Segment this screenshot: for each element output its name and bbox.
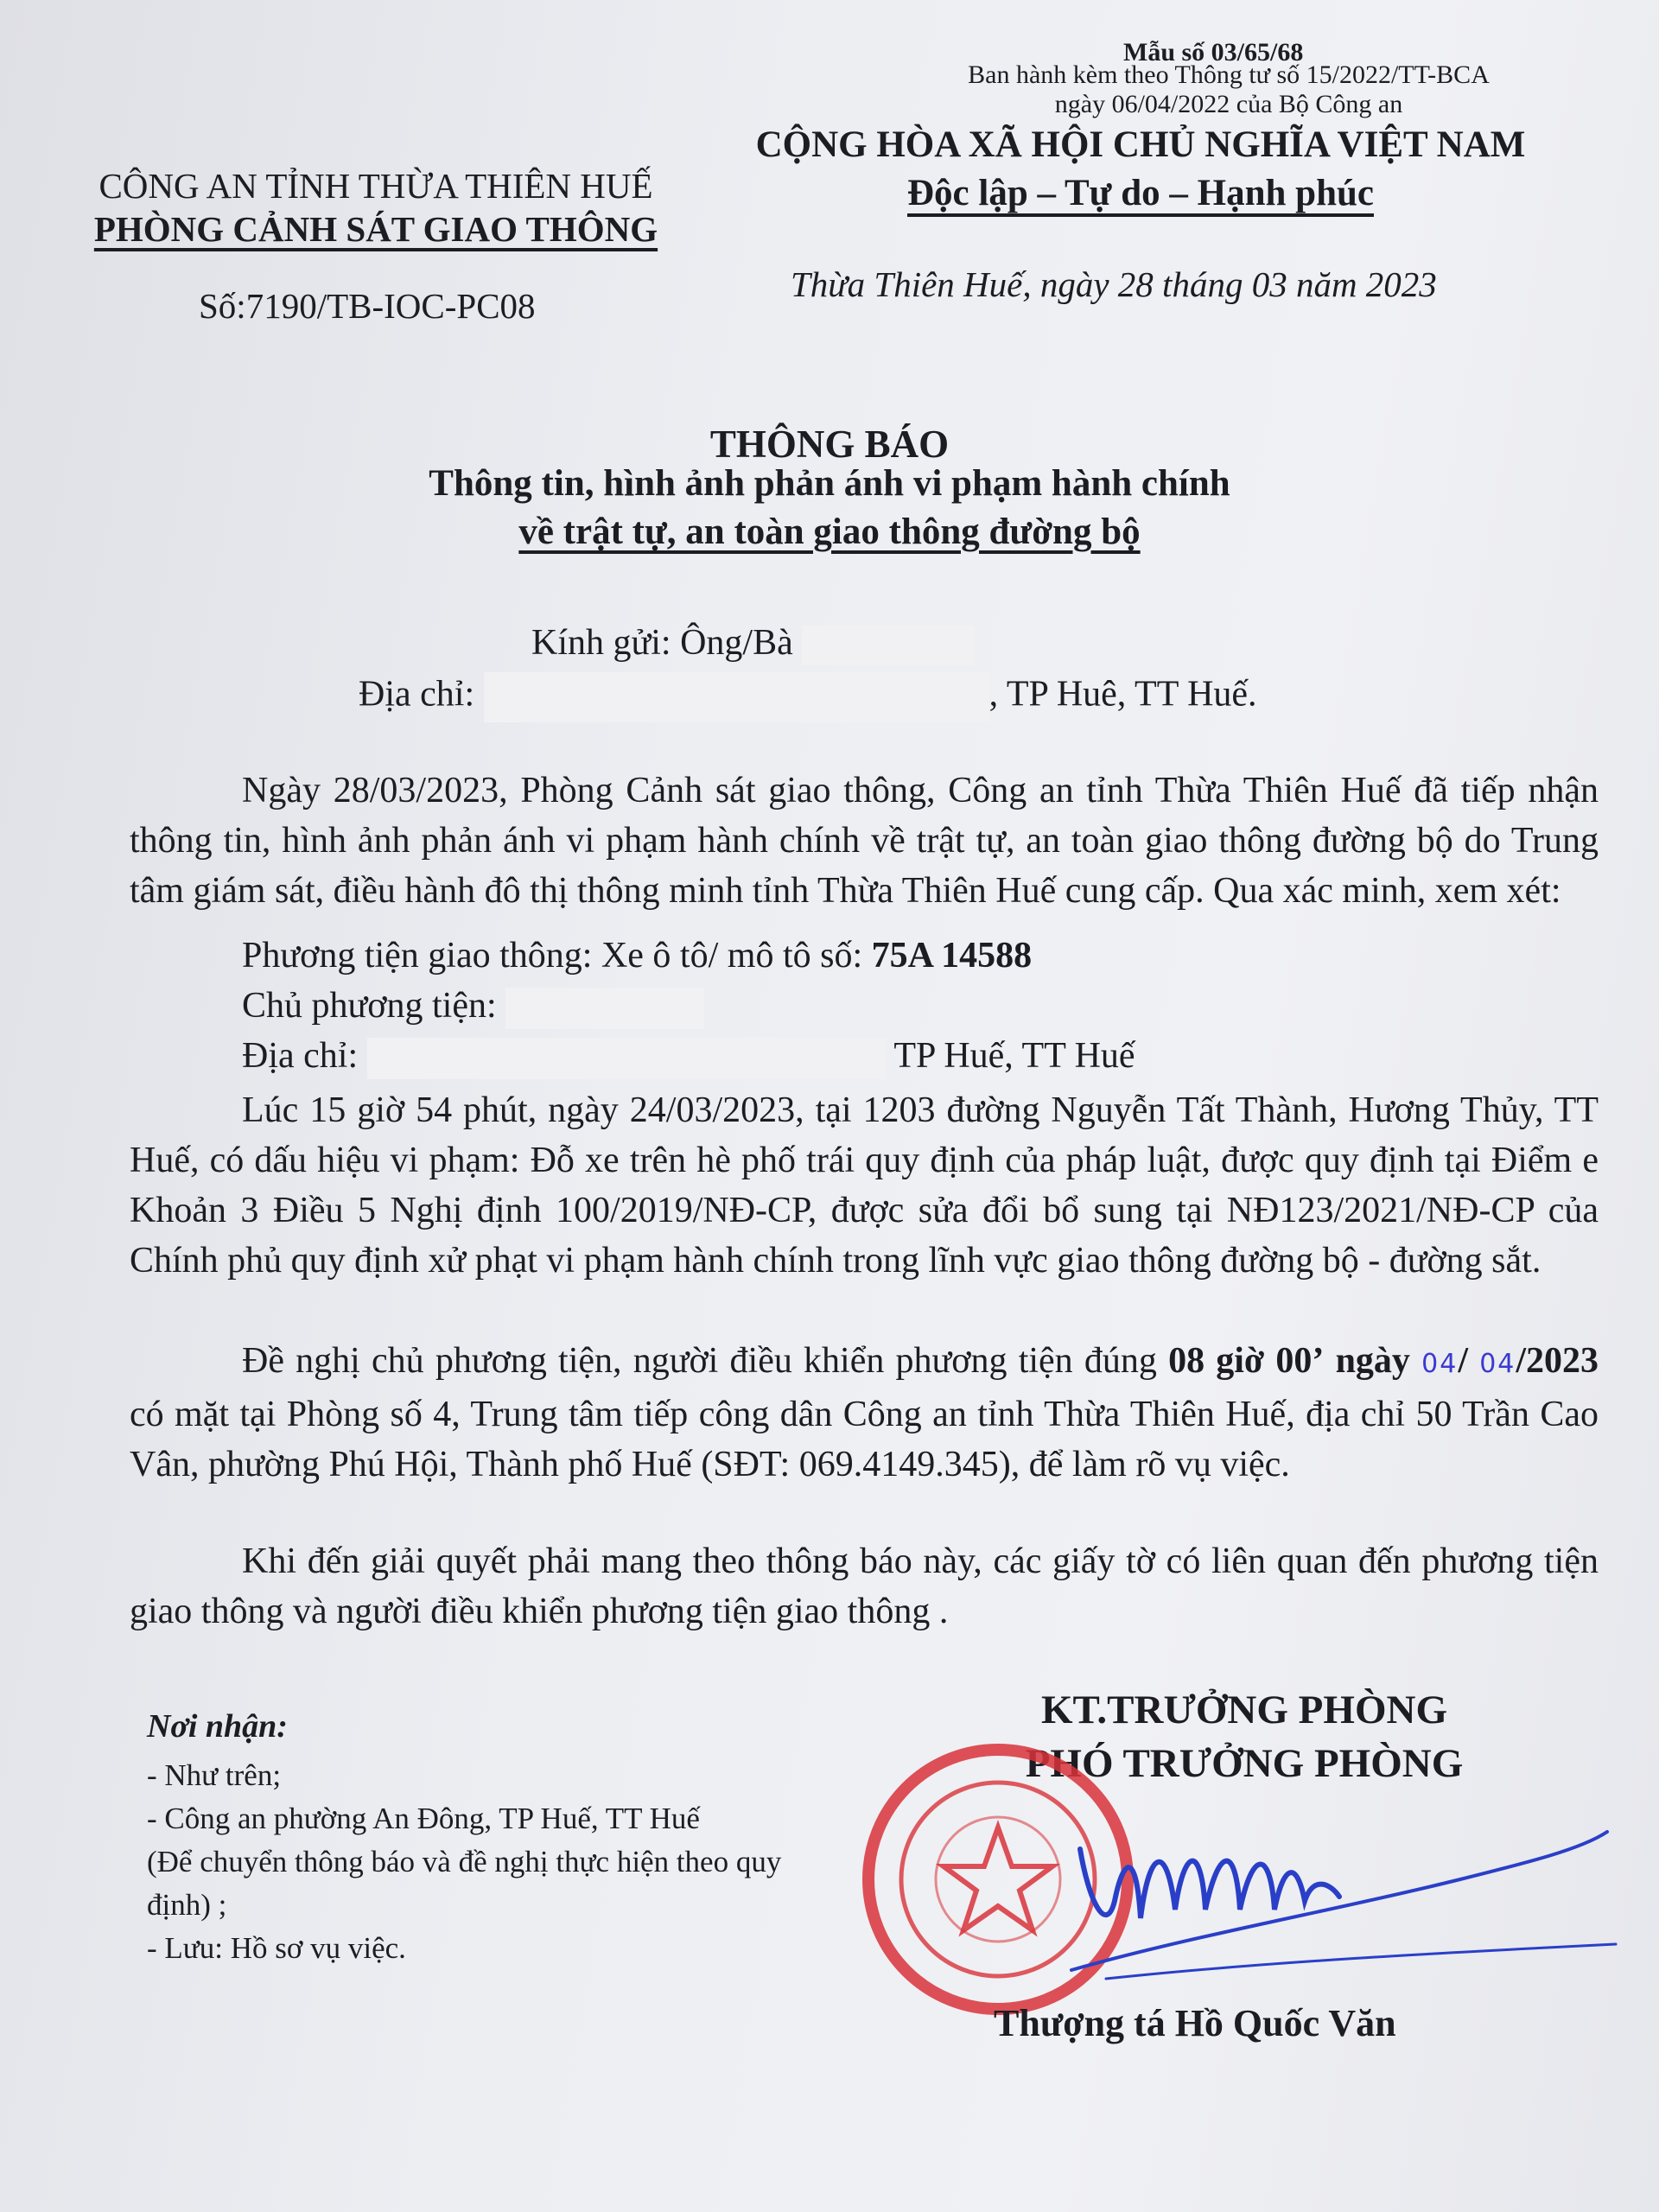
date-line: Thừa Thiên Huế, ngày 28 tháng 03 năm 2023 xyxy=(791,264,1437,304)
document-subtitle xyxy=(294,460,1365,556)
body-paragraph-2: Lúc 15 giờ 54 phút, ngày 24/03/2023, tại 1203 đường Nguyễn Tất Thành, Hương Thủy, TT Huế, có dấu hiệu vi phạm: Đỗ xe trên hè phố trái quy định của pháp luật, được quy định tại Điểm e Khoản 3 Điều 5 Nghị định 100/2019/NĐ-CP, được sửa đổi bổ sung tại NĐ123/2021/NĐ-CP của Chính phủ quy định xử phạt vi phạm hành chính trong lĩnh vực giao thông đường bộ - đường sắt. xyxy=(130,1090,1599,1281)
p3-text-b: có mặt tại Phòng số 4, Trung tâm tiếp công dân Công an tỉnh Thừa Thiên Huế, địa chỉ 50 Trần Cao Vân, phường Phú Hội, Thành phố Huế (SĐT: 069.4149.345), để làm rõ vụ việc. xyxy=(130,1395,1599,1484)
addressee-greeting-row xyxy=(531,622,975,665)
redacted-owner xyxy=(505,988,704,1029)
form-number: Mẫu số 03/65/68 xyxy=(1123,38,1304,67)
national-title: CỘNG HÒA XÃ HỘI CHỦ NGHĨA VIỆT NAM xyxy=(755,124,1526,165)
vehicle-row xyxy=(242,935,1032,976)
recipient-item: - Công an phường An Đông, TP Huế, TT Huế xyxy=(147,1802,700,1835)
p3-day-label: ngày xyxy=(1335,1341,1410,1381)
agency-header xyxy=(60,164,691,251)
agency-name: PHÒNG CẢNH SÁT GIAO THÔNG xyxy=(93,209,658,249)
recipient-item: - Lưu: Hồ sơ vụ việc. xyxy=(147,1931,406,1965)
document-title: THÔNG BÁO xyxy=(709,423,950,466)
owner-address-suffix: TP Huế, TT Huế xyxy=(893,1036,1135,1076)
addressee-address-label: Địa chỉ: xyxy=(359,674,475,715)
agency-parent: CÔNG AN TỈNH THỪA THIÊN HUẾ xyxy=(99,166,653,206)
redacted-address xyxy=(484,672,989,722)
signature-title-line-1: KT.TRƯỞNG PHÒNG xyxy=(1041,1688,1447,1732)
addressee-address-suffix: , TP Huê, TT Huế. xyxy=(988,674,1257,715)
p3-sep: / xyxy=(1458,1341,1468,1381)
body-paragraph-4: Khi đến giải quyết phải mang theo thông báo này, các giấy tờ có liên quan đến phương tiện giao thông và người điều khiển phương tiện giao thông . xyxy=(130,1541,1599,1631)
p3-time: 08 giờ 00’ xyxy=(1168,1341,1325,1381)
national-motto: Độc lập – Tự do – Hạnh phúc xyxy=(907,173,1374,213)
owner-address-label: Địa chỉ: xyxy=(242,1036,359,1076)
vehicle-label: Phương tiện giao thông: Xe ô tô/ mô tô số: xyxy=(242,936,872,976)
document-number: Số:7190/TB-IOC-PC08 xyxy=(199,286,536,326)
p3-text-a: Đề nghị chủ phương tiện, người điều khiển phương tiện đúng xyxy=(242,1341,1169,1381)
recipients-list xyxy=(147,1754,838,1970)
recipient-item: - Như trên; xyxy=(147,1758,282,1792)
national-header xyxy=(726,121,1555,218)
owner-address-row xyxy=(242,1035,1135,1079)
signature-title-line-2: PHÓ TRƯỞNG PHÒNG xyxy=(1025,1741,1464,1786)
addressee-greeting: Kính gửi: Ông/Bà xyxy=(531,623,793,663)
p3-month-handwritten: 04 xyxy=(1479,1349,1516,1379)
recipients-heading: Nơi nhận: xyxy=(147,1708,288,1745)
p3-day-handwritten: 04 xyxy=(1421,1349,1459,1379)
owner-label: Chủ phương tiện: xyxy=(242,986,497,1026)
handwritten-signature xyxy=(1054,1797,1624,1996)
addressee-address-row xyxy=(359,672,1257,722)
body-paragraph-3 xyxy=(130,1336,1599,1490)
signer-name: Thượng tá Hồ Quốc Văn xyxy=(994,2002,1396,2044)
form-issuance-note xyxy=(926,60,1531,119)
form-issuance-line-2: ngày 06/04/2022 của Bộ Công an xyxy=(1054,90,1403,118)
redacted-name xyxy=(802,626,975,665)
redacted-owner-address xyxy=(367,1038,886,1079)
owner-row xyxy=(242,985,704,1029)
form-issuance-line-1: Ban hành kèm theo Thông tư số 15/2022/TT-BCA xyxy=(968,60,1490,89)
vehicle-plate: 75A 14588 xyxy=(871,936,1033,976)
subtitle-line-2: về trật tự, an toàn giao thông đường bộ xyxy=(518,512,1141,552)
p3-year: /2023 xyxy=(1516,1341,1599,1381)
recipient-item: (Để chuyển thông báo và đề nghị thực hiện theo quy định) ; xyxy=(147,1845,782,1922)
subtitle-line-1: Thông tin, hình ảnh phản ánh vi phạm hành chính xyxy=(429,463,1230,504)
body-paragraph-1: Ngày 28/03/2023, Phòng Cảnh sát giao thông, Công an tỉnh Thừa Thiên Huế đã tiếp nhận thông tin, hình ảnh phản ánh vi phạm hành chính về trật tự, an toàn giao thông đường bộ do Trung tâm giám sát, điều hành đô thị thông minh tỉnh Thừa Thiên Huế cung cấp. Qua xác minh, xem xét: xyxy=(130,771,1599,911)
